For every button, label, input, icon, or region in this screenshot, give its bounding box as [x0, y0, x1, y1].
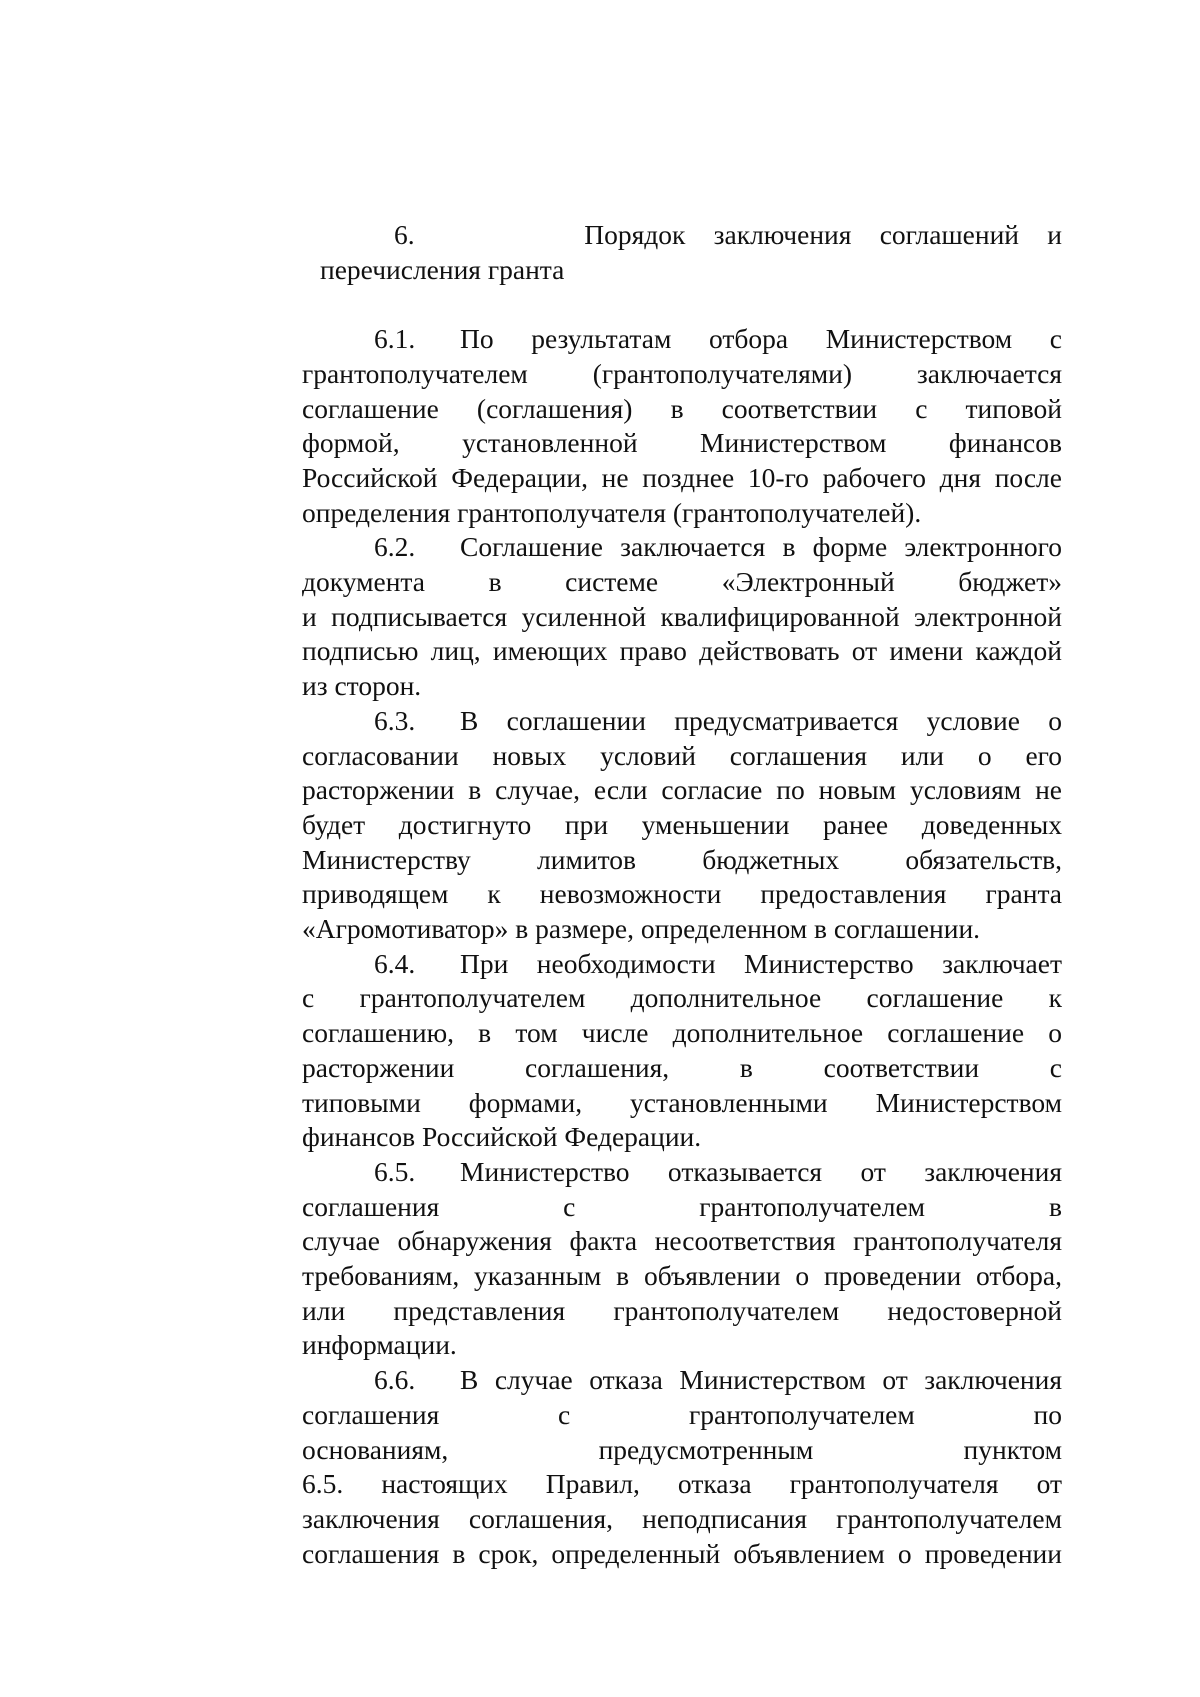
- paragraph-line: Министерству лимитов бюджетных обязательств,: [302, 843, 1062, 875]
- paragraph-line: информации.: [302, 1329, 457, 1361]
- paragraph-line: расторжении соглашения, в соответствии с: [302, 1051, 1062, 1083]
- paragraph-line: грантополучателем (грантополучателями) заключается: [302, 357, 1062, 389]
- paragraph-line: будет достигнуто при уменьшении ранее доведенных: [302, 808, 1062, 840]
- paragraph-number: 6.6.: [374, 1364, 416, 1396]
- paragraph-6-6: [302, 1363, 1062, 1571]
- paragraph-6-4: [302, 947, 1062, 1155]
- paragraph-line: или представления грантополучателем недостоверной: [302, 1294, 1062, 1326]
- paragraph-line: требованиям, указанным в объявлении о проведении отбора,: [302, 1260, 1062, 1292]
- paragraph-line: 6.5. Министерство отказывается от заключения: [302, 1155, 1062, 1190]
- paragraph-line: определения грантополучателя (грантополучателей).: [302, 496, 922, 528]
- paragraph-number: 6.3.: [374, 704, 416, 736]
- paragraph-line: соглашения в срок, определенный объявлением о проведении: [302, 1537, 1062, 1569]
- paragraph-line: финансов Российской Федерации.: [302, 1121, 702, 1153]
- paragraph-number: 6.5.: [374, 1155, 416, 1187]
- paragraph-line: 6.2. Соглашение заключается в форме электронного: [302, 530, 1062, 565]
- paragraph-6-5: [302, 1155, 1062, 1363]
- paragraph-line: документа в системе «Электронный бюджет»: [302, 566, 1062, 598]
- paragraph-6-3: [302, 704, 1062, 947]
- paragraph-line: 6.4. При необходимости Министерство заключает: [302, 947, 1062, 982]
- paragraph-line: 6.5. настоящих Правил, отказа грантополучателя от: [302, 1468, 1062, 1500]
- paragraph-line: приводящем к невозможности предоставления гранта: [302, 878, 1062, 910]
- paragraph-line: 6.1. По результатам отбора Министерством с: [302, 322, 1062, 357]
- paragraph-number: 6.2.: [374, 531, 416, 563]
- paragraph-number: 6.1.: [374, 323, 416, 355]
- section-heading-line-1: 6. Порядок заключения соглашений и: [394, 219, 1062, 250]
- section-heading-line-2: перечисления гранта: [320, 253, 565, 285]
- paragraph-line: 6.3. В соглашении предусматривается условие о: [302, 704, 1062, 739]
- paragraph-line: формой, установленной Министерством финансов: [302, 427, 1062, 459]
- paragraph-6-2: [302, 530, 1062, 704]
- paragraph-line: расторжении в случае, если согласие по новым условиям не: [302, 774, 1062, 806]
- section-heading: [320, 218, 1062, 287]
- paragraph-line: соглашения с грантополучателем по: [302, 1398, 1062, 1430]
- paragraph-line: случае обнаружения факта несоответствия грантополучателя: [302, 1225, 1062, 1257]
- paragraph-line: «Агромотиватор» в размере, определенном в соглашении.: [302, 913, 981, 945]
- heading-spacer: [302, 287, 1062, 322]
- paragraph-line: типовыми формами, установленными Министерством: [302, 1086, 1062, 1118]
- paragraph-line: и подписывается усиленной квалифицированной электронной: [302, 600, 1062, 632]
- paragraph-line: основаниям, предусмотренным пунктом: [302, 1433, 1062, 1465]
- paragraph-line: согласовании новых условий соглашения или о его: [302, 739, 1062, 771]
- document-body: [302, 218, 1062, 1571]
- paragraph-line: соглашения с грантополучателем в: [302, 1190, 1062, 1222]
- paragraph-line: 6.6. В случае отказа Министерством от заключения: [302, 1363, 1062, 1398]
- paragraph-line: соглашение (соглашения) в соответствии с типовой: [302, 392, 1062, 424]
- paragraph-number: 6.4.: [374, 947, 416, 979]
- paragraph-line: соглашению, в том числе дополнительное соглашение о: [302, 1017, 1062, 1049]
- paragraph-line: из сторон.: [302, 670, 422, 702]
- paragraph-line: Российской Федерации, не позднее 10-го рабочего дня после: [302, 461, 1062, 493]
- paragraph-line: подписью лиц, имеющих право действовать от имени каждой: [302, 635, 1062, 667]
- paragraph-6-1: [302, 322, 1062, 530]
- paragraph-line: с грантополучателем дополнительное соглашение к: [302, 982, 1062, 1014]
- paragraph-line: заключения соглашения, неподписания грантополучателем: [302, 1503, 1062, 1534]
